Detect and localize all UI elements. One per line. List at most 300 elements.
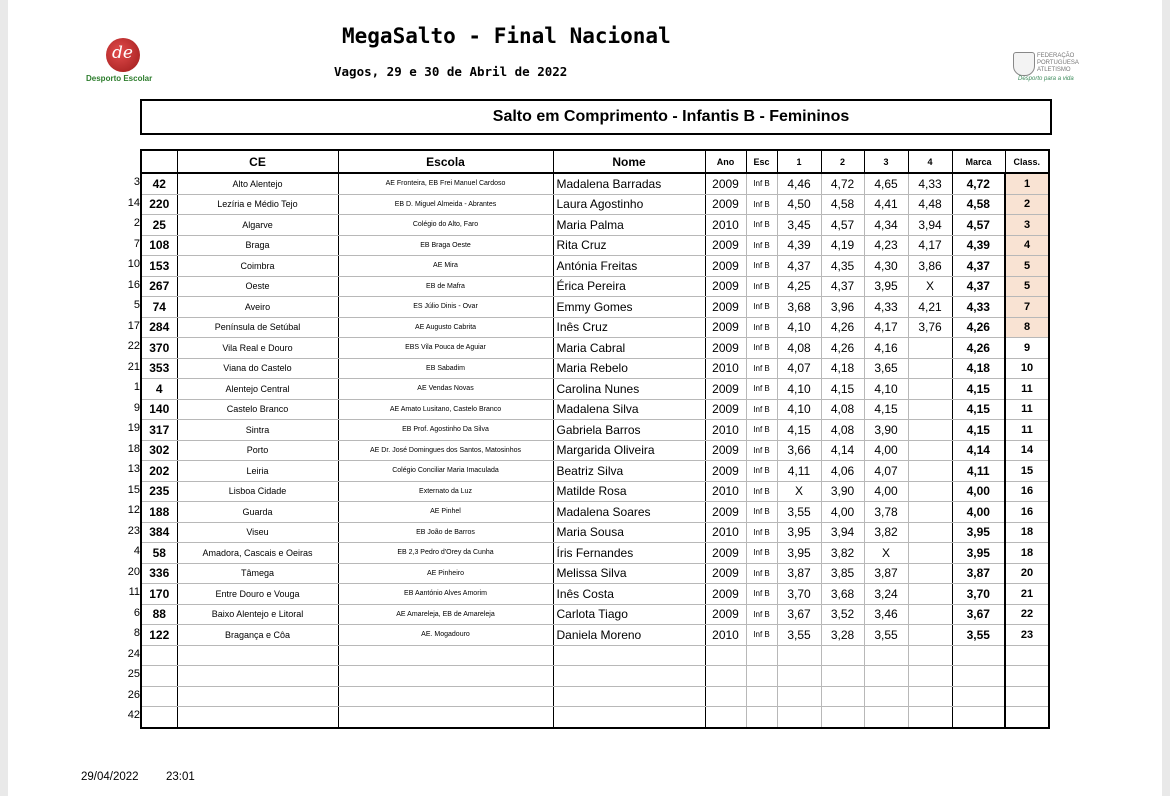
attempt-2-cell: 3,68 xyxy=(821,584,864,605)
rank-cell: 11 xyxy=(1005,420,1049,441)
table-row xyxy=(141,502,1049,523)
attempt-2-cell: 4,58 xyxy=(821,194,864,215)
mark-cell: 3,95 xyxy=(952,543,1005,564)
attempt-4-cell xyxy=(908,379,952,400)
row-number: 10 xyxy=(127,258,140,270)
year-cell: 2009 xyxy=(705,235,746,256)
year-cell: 2009 xyxy=(705,297,746,318)
col-attempt-1: 1 xyxy=(777,150,821,173)
rank-cell: 1 xyxy=(1005,173,1049,194)
table-header-row xyxy=(141,150,1049,173)
school-cell: AE Pinhel xyxy=(338,502,553,523)
mark-cell: 4,26 xyxy=(952,317,1005,338)
name-cell: Maria Rebelo xyxy=(553,358,705,379)
attempt-4-cell xyxy=(908,420,952,441)
name-cell: Íris Fernandes xyxy=(553,543,705,564)
attempt-3-cell: 3,65 xyxy=(864,358,908,379)
mark-cell: 4,00 xyxy=(952,481,1005,502)
attempt-2-cell: 3,85 xyxy=(821,563,864,584)
category-cell: Inf B xyxy=(746,235,777,256)
rank-cell: 3 xyxy=(1005,215,1049,236)
table-row xyxy=(141,358,1049,379)
attempt-2-cell: 4,08 xyxy=(821,420,864,441)
dorsal-cell xyxy=(141,666,177,687)
school-cell: Externato da Luz xyxy=(338,481,553,502)
name-cell xyxy=(553,666,705,687)
category-cell xyxy=(746,645,777,666)
school-cell xyxy=(338,666,553,687)
row-number: 23 xyxy=(127,524,140,537)
mark-cell: 4,33 xyxy=(952,297,1005,318)
category-cell xyxy=(746,707,777,728)
attempt-2-cell: 4,37 xyxy=(821,276,864,297)
dorsal-cell: 58 xyxy=(141,543,177,564)
row-number: 25 xyxy=(127,668,140,680)
school-cell xyxy=(338,686,553,707)
category-cell: Inf B xyxy=(746,584,777,605)
year-cell xyxy=(705,707,746,728)
table-row xyxy=(141,173,1049,194)
rank-cell: 20 xyxy=(1005,563,1049,584)
attempt-2-cell xyxy=(821,666,864,687)
attempt-4-cell: X xyxy=(908,276,952,297)
attempt-4-cell xyxy=(908,461,952,482)
desporto-escolar-logo xyxy=(86,38,164,88)
col-attempt-3: 3 xyxy=(864,150,908,173)
attempt-2-cell: 3,94 xyxy=(821,522,864,543)
ce-cell: Oeste xyxy=(177,276,338,297)
year-cell: 2009 xyxy=(705,379,746,400)
name-cell: Antónia Freitas xyxy=(553,256,705,277)
logo-emblem-icon xyxy=(106,38,140,72)
attempt-4-cell xyxy=(908,358,952,379)
rank-cell: 5 xyxy=(1005,276,1049,297)
attempt-3-cell: 4,65 xyxy=(864,173,908,194)
row-number: 14 xyxy=(127,196,140,209)
dorsal-cell: 108 xyxy=(141,235,177,256)
mark-cell: 4,58 xyxy=(952,194,1005,215)
federation-name: FEDERAÇÃO PORTUGUESA ATLETISMO xyxy=(1037,53,1079,73)
table-row xyxy=(141,686,1049,707)
dorsal-cell: 235 xyxy=(141,481,177,502)
attempt-3-cell: 4,17 xyxy=(864,317,908,338)
attempt-4-cell xyxy=(908,686,952,707)
dorsal-cell: 302 xyxy=(141,440,177,461)
event-title-box xyxy=(140,99,1052,135)
attempt-4-cell xyxy=(908,502,952,523)
col-nome: Nome xyxy=(553,150,705,173)
ce-cell xyxy=(177,686,338,707)
mark-cell: 4,57 xyxy=(952,215,1005,236)
category-cell: Inf B xyxy=(746,440,777,461)
row-number: 24 xyxy=(127,647,140,660)
attempt-4-cell xyxy=(908,338,952,359)
shield-icon xyxy=(1013,52,1035,76)
row-number: 5 xyxy=(133,299,140,311)
table-row xyxy=(141,276,1049,297)
attempt-3-cell xyxy=(864,645,908,666)
attempt-3-cell: 4,30 xyxy=(864,256,908,277)
name-cell xyxy=(553,686,705,707)
attempt-1-cell: 3,55 xyxy=(777,502,821,523)
attempt-1-cell: 4,07 xyxy=(777,358,821,379)
page-title: MegaSalto - Final Nacional xyxy=(342,24,671,48)
rank-cell: 5 xyxy=(1005,256,1049,277)
event-title: Salto em Comprimento - Infantis B - Femininos xyxy=(492,108,850,125)
table-row xyxy=(141,625,1049,646)
year-cell: 2009 xyxy=(705,173,746,194)
row-number: 9 xyxy=(133,401,140,414)
col-marca: Marca xyxy=(952,150,1005,173)
attempt-4-cell: 4,21 xyxy=(908,297,952,318)
dorsal-cell: 317 xyxy=(141,420,177,441)
attempt-2-cell: 4,14 xyxy=(821,440,864,461)
table-row xyxy=(141,215,1049,236)
page-subtitle: Vagos, 29 e 30 de Abril de 2022 xyxy=(334,64,568,79)
school-cell: EBS Vila Pouca de Aguiar xyxy=(338,338,553,359)
attempt-4-cell xyxy=(908,625,952,646)
ce-cell: Alentejo Central xyxy=(177,379,338,400)
row-number: 22 xyxy=(127,340,140,352)
mark-cell: 4,15 xyxy=(952,379,1005,400)
attempt-1-cell xyxy=(777,645,821,666)
attempt-3-cell: 3,78 xyxy=(864,502,908,523)
rank-cell: 14 xyxy=(1005,440,1049,461)
dorsal-cell: 122 xyxy=(141,625,177,646)
attempt-1-cell: 4,10 xyxy=(777,317,821,338)
school-cell: AE Pinheiro xyxy=(338,563,553,584)
row-number: 11 xyxy=(128,586,140,598)
year-cell: 2009 xyxy=(705,461,746,482)
table-row xyxy=(141,420,1049,441)
dorsal-cell: 267 xyxy=(141,276,177,297)
ce-cell: Alto Alentejo xyxy=(177,173,338,194)
attempt-3-cell: 4,41 xyxy=(864,194,908,215)
rank-cell xyxy=(1005,707,1049,728)
attempt-1-cell: 3,67 xyxy=(777,604,821,625)
ce-cell xyxy=(177,707,338,728)
ce-cell: Bragança e Côa xyxy=(177,625,338,646)
school-cell: AE Mira xyxy=(338,256,553,277)
dorsal-cell: 284 xyxy=(141,317,177,338)
school-cell: AE Fronteira, EB Frei Manuel Cardoso xyxy=(338,173,553,194)
year-cell: 2009 xyxy=(705,276,746,297)
year-cell: 2009 xyxy=(705,194,746,215)
dorsal-cell: 4 xyxy=(141,379,177,400)
row-number: 15 xyxy=(127,483,140,496)
row-numbers xyxy=(114,172,140,726)
row-number: 21 xyxy=(127,360,140,373)
rank-cell: 4 xyxy=(1005,235,1049,256)
mark-cell: 4,72 xyxy=(952,173,1005,194)
table-row xyxy=(141,440,1049,461)
row-number: 19 xyxy=(127,422,140,434)
attempt-1-cell: 3,68 xyxy=(777,297,821,318)
table-row xyxy=(141,379,1049,400)
attempt-3-cell: 4,33 xyxy=(864,297,908,318)
ce-cell: Baixo Alentejo e Litoral xyxy=(177,604,338,625)
ce-cell xyxy=(177,666,338,687)
year-cell xyxy=(705,686,746,707)
attempt-2-cell: 4,08 xyxy=(821,399,864,420)
row-number: 12 xyxy=(127,504,140,516)
ce-cell: Viseu xyxy=(177,522,338,543)
category-cell: Inf B xyxy=(746,256,777,277)
mark-cell: 3,70 xyxy=(952,584,1005,605)
name-cell: Maria Sousa xyxy=(553,522,705,543)
dorsal-cell: 336 xyxy=(141,563,177,584)
attempt-2-cell xyxy=(821,645,864,666)
dorsal-cell: 74 xyxy=(141,297,177,318)
attempt-4-cell xyxy=(908,399,952,420)
document-page xyxy=(8,0,1162,796)
ce-cell: Castelo Branco xyxy=(177,399,338,420)
attempt-1-cell: 3,66 xyxy=(777,440,821,461)
mark-cell: 4,14 xyxy=(952,440,1005,461)
table-row xyxy=(141,399,1049,420)
name-cell: Gabriela Barros xyxy=(553,420,705,441)
mark-cell: 4,26 xyxy=(952,338,1005,359)
rank-cell xyxy=(1005,666,1049,687)
col-ce: CE xyxy=(177,150,338,173)
name-cell: Madalena Silva xyxy=(553,399,705,420)
school-cell: EB Braga Oeste xyxy=(338,235,553,256)
dorsal-cell xyxy=(141,707,177,728)
attempt-1-cell: 4,11 xyxy=(777,461,821,482)
attempt-2-cell: 3,52 xyxy=(821,604,864,625)
attempt-2-cell: 3,96 xyxy=(821,297,864,318)
name-cell: Érica Pereira xyxy=(553,276,705,297)
attempt-3-cell: 3,46 xyxy=(864,604,908,625)
year-cell xyxy=(705,666,746,687)
year-cell: 2009 xyxy=(705,399,746,420)
category-cell: Inf B xyxy=(746,338,777,359)
row-number: 1 xyxy=(133,381,140,393)
attempt-3-cell: 4,00 xyxy=(864,440,908,461)
year-cell: 2010 xyxy=(705,358,746,379)
mark-cell xyxy=(952,707,1005,728)
attempt-4-cell: 4,33 xyxy=(908,173,952,194)
attempt-3-cell: 3,24 xyxy=(864,584,908,605)
row-number: 20 xyxy=(127,565,140,578)
print-time: 23:01 xyxy=(166,771,195,783)
attempt-1-cell: 3,87 xyxy=(777,563,821,584)
attempt-3-cell: 4,07 xyxy=(864,461,908,482)
name-cell: Maria Palma xyxy=(553,215,705,236)
row-number: 16 xyxy=(127,278,140,291)
rank-cell: 10 xyxy=(1005,358,1049,379)
mark-cell: 4,11 xyxy=(952,461,1005,482)
dorsal-cell: 220 xyxy=(141,194,177,215)
category-cell: Inf B xyxy=(746,379,777,400)
rank-cell xyxy=(1005,686,1049,707)
category-cell: Inf B xyxy=(746,563,777,584)
name-cell: Carolina Nunes xyxy=(553,379,705,400)
attempt-4-cell: 3,76 xyxy=(908,317,952,338)
category-cell: Inf B xyxy=(746,543,777,564)
dorsal-cell: 384 xyxy=(141,522,177,543)
table-row xyxy=(141,481,1049,502)
table-row xyxy=(141,522,1049,543)
attempt-1-cell: 4,25 xyxy=(777,276,821,297)
federation-logo xyxy=(1013,50,1093,90)
table-row xyxy=(141,563,1049,584)
attempt-2-cell: 4,72 xyxy=(821,173,864,194)
logo-caption: Desporto Escolar xyxy=(86,74,153,83)
ce-cell: Leiria xyxy=(177,461,338,482)
name-cell: Melissa Silva xyxy=(553,563,705,584)
year-cell: 2010 xyxy=(705,420,746,441)
name-cell: Margarida Oliveira xyxy=(553,440,705,461)
dorsal-cell: 140 xyxy=(141,399,177,420)
rank-cell: 18 xyxy=(1005,543,1049,564)
attempt-2-cell: 4,19 xyxy=(821,235,864,256)
attempt-1-cell: 3,70 xyxy=(777,584,821,605)
row-number: 18 xyxy=(127,442,140,455)
category-cell: Inf B xyxy=(746,399,777,420)
attempt-4-cell xyxy=(908,522,952,543)
rank-cell: 9 xyxy=(1005,338,1049,359)
ce-cell: Entre Douro e Vouga xyxy=(177,584,338,605)
attempt-4-cell xyxy=(908,481,952,502)
dorsal-cell: 353 xyxy=(141,358,177,379)
attempt-1-cell xyxy=(777,686,821,707)
category-cell: Inf B xyxy=(746,215,777,236)
attempt-3-cell: 4,00 xyxy=(864,481,908,502)
mark-cell: 3,67 xyxy=(952,604,1005,625)
name-cell xyxy=(553,707,705,728)
category-cell xyxy=(746,666,777,687)
attempt-3-cell: X xyxy=(864,543,908,564)
print-date: 29/04/2022 xyxy=(81,771,139,783)
row-number: 13 xyxy=(127,463,140,475)
col-attempt-4: 4 xyxy=(908,150,952,173)
attempt-4-cell: 4,48 xyxy=(908,194,952,215)
year-cell: 2009 xyxy=(705,584,746,605)
attempt-3-cell: 3,82 xyxy=(864,522,908,543)
attempt-4-cell: 4,17 xyxy=(908,235,952,256)
school-cell: ES Júlio Dinis - Ovar xyxy=(338,297,553,318)
name-cell: Inês Costa xyxy=(553,584,705,605)
dorsal-cell: 202 xyxy=(141,461,177,482)
attempt-4-cell: 3,94 xyxy=(908,215,952,236)
mark-cell: 3,95 xyxy=(952,522,1005,543)
name-cell: Madalena Soares xyxy=(553,502,705,523)
school-cell: AE Amareleja, EB de Amareleja xyxy=(338,604,553,625)
mark-cell: 4,18 xyxy=(952,358,1005,379)
school-cell: EB Aantónio Alves Amorim xyxy=(338,584,553,605)
row-number: 6 xyxy=(133,606,140,619)
year-cell: 2009 xyxy=(705,604,746,625)
name-cell: Laura Agostinho xyxy=(553,194,705,215)
attempt-3-cell: 4,16 xyxy=(864,338,908,359)
dorsal-cell: 370 xyxy=(141,338,177,359)
attempt-3-cell: 3,90 xyxy=(864,420,908,441)
attempt-1-cell: 4,08 xyxy=(777,338,821,359)
table-row xyxy=(141,338,1049,359)
mark-cell: 4,39 xyxy=(952,235,1005,256)
attempt-1-cell: 3,95 xyxy=(777,543,821,564)
school-cell: EB João de Barros xyxy=(338,522,553,543)
rank-cell: 22 xyxy=(1005,604,1049,625)
dorsal-cell: 153 xyxy=(141,256,177,277)
ce-cell: Tâmega xyxy=(177,563,338,584)
ce-cell: Aveiro xyxy=(177,297,338,318)
table-row xyxy=(141,584,1049,605)
attempt-3-cell xyxy=(864,666,908,687)
rank-cell xyxy=(1005,645,1049,666)
mark-cell: 4,15 xyxy=(952,420,1005,441)
rank-cell: 16 xyxy=(1005,502,1049,523)
rank-cell: 18 xyxy=(1005,522,1049,543)
school-cell: EB de Mafra xyxy=(338,276,553,297)
col-esc: Esc xyxy=(746,150,777,173)
attempt-2-cell: 3,82 xyxy=(821,543,864,564)
attempt-4-cell xyxy=(908,707,952,728)
rank-cell: 15 xyxy=(1005,461,1049,482)
mark-cell: 3,87 xyxy=(952,563,1005,584)
attempt-2-cell: 4,57 xyxy=(821,215,864,236)
table-row xyxy=(141,235,1049,256)
attempt-2-cell: 4,00 xyxy=(821,502,864,523)
category-cell: Inf B xyxy=(746,194,777,215)
attempt-2-cell: 4,18 xyxy=(821,358,864,379)
school-cell xyxy=(338,707,553,728)
rank-cell: 7 xyxy=(1005,297,1049,318)
attempt-2-cell: 4,15 xyxy=(821,379,864,400)
year-cell: 2010 xyxy=(705,481,746,502)
row-number: 7 xyxy=(133,237,140,250)
rank-cell: 8 xyxy=(1005,317,1049,338)
ce-cell: Porto xyxy=(177,440,338,461)
ce-cell xyxy=(177,645,338,666)
category-cell: Inf B xyxy=(746,481,777,502)
dorsal-cell: 170 xyxy=(141,584,177,605)
attempt-3-cell: 3,55 xyxy=(864,625,908,646)
table-row xyxy=(141,297,1049,318)
attempt-2-cell: 3,90 xyxy=(821,481,864,502)
school-cell: AE Dr. José Domingues dos Santos, Matosinhos xyxy=(338,440,553,461)
attempt-1-cell: 3,55 xyxy=(777,625,821,646)
mark-cell xyxy=(952,666,1005,687)
dorsal-cell: 188 xyxy=(141,502,177,523)
col-attempt-2: 2 xyxy=(821,150,864,173)
attempt-1-cell: 4,15 xyxy=(777,420,821,441)
table-row xyxy=(141,604,1049,625)
school-cell: AE Amato Lusitano, Castelo Branco xyxy=(338,399,553,420)
attempt-1-cell: 4,10 xyxy=(777,399,821,420)
category-cell: Inf B xyxy=(746,358,777,379)
category-cell: Inf B xyxy=(746,502,777,523)
attempt-2-cell: 3,28 xyxy=(821,625,864,646)
category-cell: Inf B xyxy=(746,297,777,318)
attempt-3-cell: 4,10 xyxy=(864,379,908,400)
category-cell: Inf B xyxy=(746,625,777,646)
category-cell: Inf B xyxy=(746,276,777,297)
attempt-3-cell: 3,87 xyxy=(864,563,908,584)
name-cell: Rita Cruz xyxy=(553,235,705,256)
dorsal-cell xyxy=(141,686,177,707)
school-cell: AE Augusto Cabrita xyxy=(338,317,553,338)
ce-cell: Viana do Castelo xyxy=(177,358,338,379)
attempt-2-cell: 4,26 xyxy=(821,338,864,359)
mark-cell xyxy=(952,686,1005,707)
col-dorsal xyxy=(141,150,177,173)
attempt-4-cell xyxy=(908,666,952,687)
name-cell: Maria Cabral xyxy=(553,338,705,359)
name-cell xyxy=(553,645,705,666)
mark-cell: 4,37 xyxy=(952,276,1005,297)
